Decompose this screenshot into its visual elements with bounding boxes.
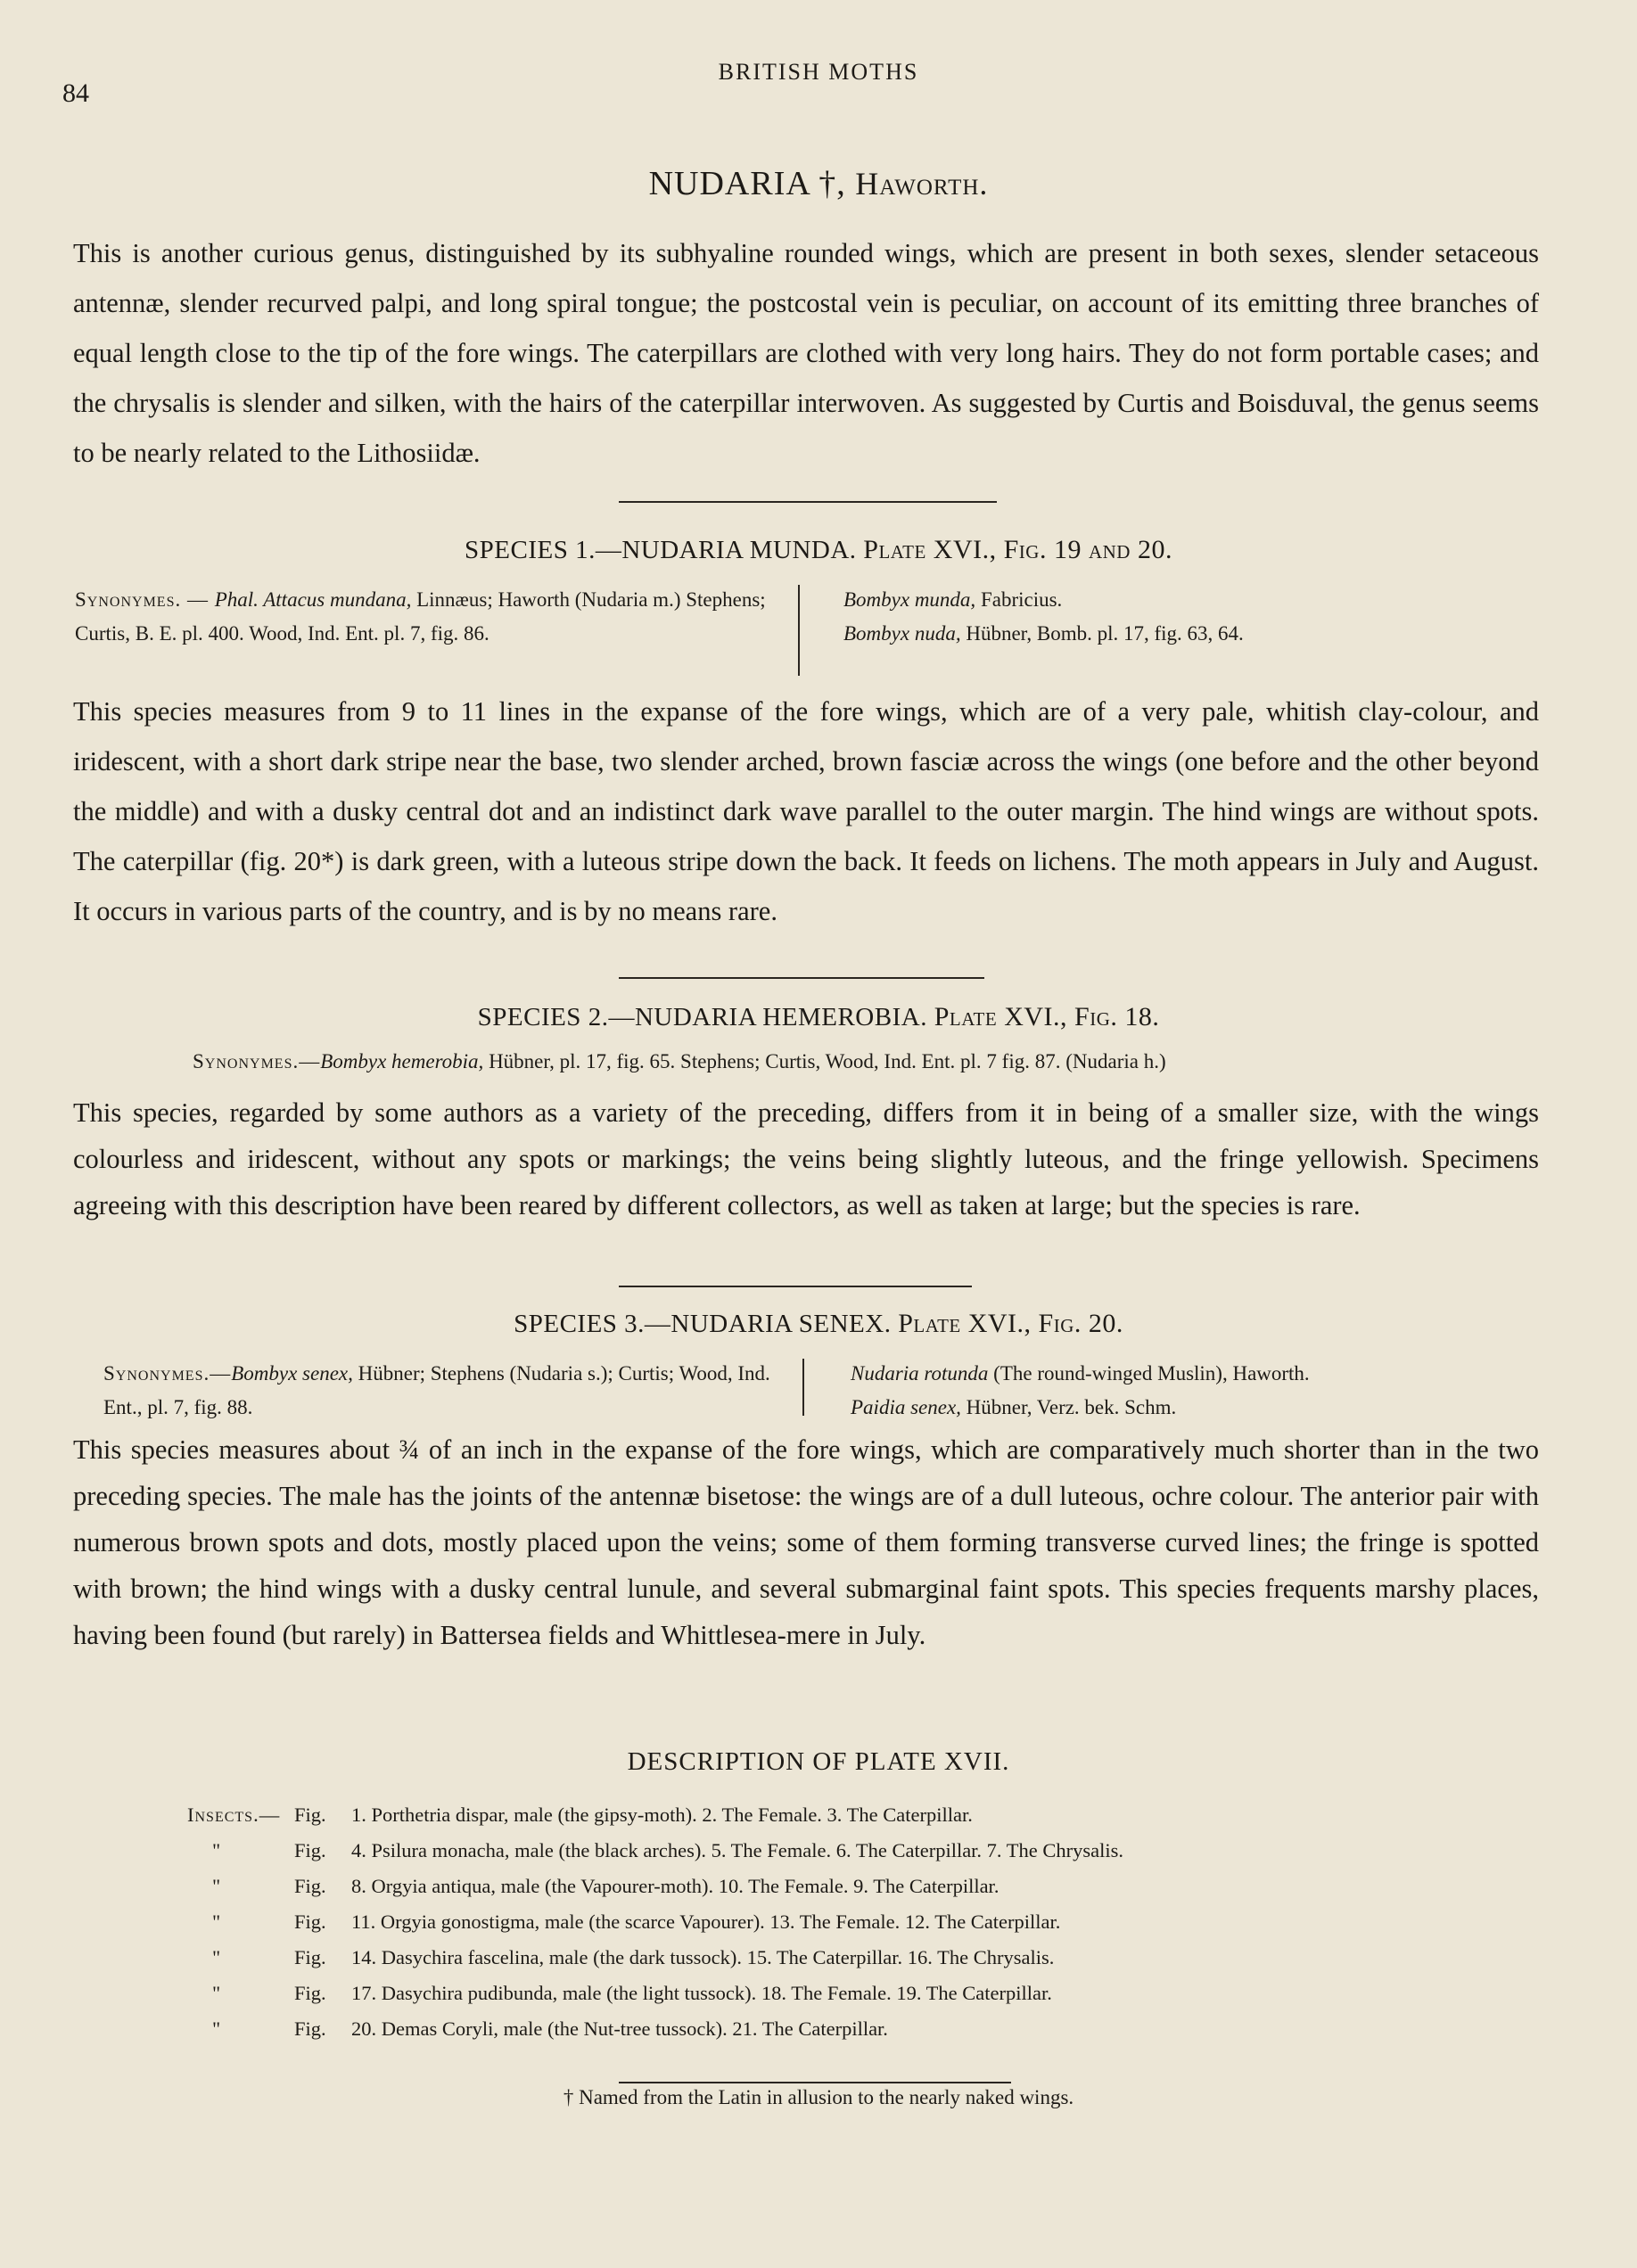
species-2-heading <box>0 1002 1637 1032</box>
synonym-phal: Phal. Attacus mundana, <box>214 588 412 611</box>
list-item: " Fig. 20. Demas Coryli, male (the Nut-tree tussock). 21. The Caterpillar. <box>212 2017 888 2040</box>
species-1-title: SPECIES 1.—NUDARIA MUNDA. <box>465 536 857 564</box>
section-rule <box>619 1286 972 1287</box>
species-2-plate: Plate XVI., Fig. 18. <box>934 1002 1160 1031</box>
plate-description-heading: DESCRIPTION OF PLATE XVII. <box>627 1747 1010 1776</box>
section-rule <box>619 977 984 979</box>
species-3-heading <box>0 1309 1637 1339</box>
species-1-heading <box>0 535 1637 565</box>
list-item: " Fig. 4. Psilura monacha, male (the black arches). 5. The Female. 6. The Caterpillar. 7. The Chrysalis. <box>212 1839 1124 1861</box>
running-head: BRITISH MOTHS <box>718 59 919 85</box>
genus-description: This is another curious genus, distinguished by its subhyaline rounded wings, which are present in both sexes, slender setaceous antennæ, slender recurved palpi, and long spiral tongue; the postcostal vein is peculiar, on account of its emitting three branches of equal length close to the tip of the fore wings. The caterpillars are clothed with very long hairs. They do not form portable cases; and the chrysalis is slender and silken, with the hairs of the caterpillar interwoven. As suggested by Curtis and Boisduval, the genus seems to be nearly related to the Lithosiidæ. <box>73 238 1539 468</box>
species-3-title: SPECIES 3.—NUDARIA SENEX. <box>514 1310 892 1338</box>
genus-name: NUDARIA †, <box>648 165 846 202</box>
footnote-rule <box>619 2082 1011 2083</box>
species-3-synonyms-right: Nudaria rotunda (The round-winged Muslin), Haworth. Paidia senex, Hübner, Verz. bek. Schm. <box>851 1362 1310 1418</box>
species-1-description: This species measures from 9 to 11 lines in the expanse of the fore wings, which are of a very pale, whitish clay-colour, and iridescent, with a short dark stripe near the base, two slender arched, brown fasciæ across the wings (one before and the other beyond the middle) and with a dusky central dot and an indistinct dark wave parallel to the outer margin. The hind wings are without spots. The caterpillar (fig. 20*) is dark green, with a luteous stripe down the back. It feeds on lichens. The moth appears in July and August. It occurs in various parts of the country, and is by no means rare. <box>73 696 1539 926</box>
footnote: † Named from the Latin in allusion to the nearly naked wings. <box>563 2086 1074 2108</box>
list-item: " Fig. 17. Dasychira pudibunda, male (the light tussock). 18. The Female. 19. The Caterpillar. <box>212 1982 1052 2004</box>
species-3-synonyms-left: Synonymes.—Bombyx senex, Hübner; Stephens (Nudaria s.); Curtis; Wood, Ind. Ent., pl. 7, fig. 88. <box>103 1362 770 1418</box>
species-2-description: This species, regarded by some authors as a variety of the preceding, differs from it in being of a smaller size, with the wings colourless and iridescent, without any spots or markings; the veins being slightly luteous, and the fringe yellowish. Specimens agreeing with this description have been reared by different collectors, as well as taken at large; but the species is rare. <box>73 1097 1539 1220</box>
species-3-description: This species measures about ¾ of an inch in the expanse of the fore wings, which are comparatively much shorter than in the two preceding species. The male has the joints of the antennæ bisetose: the wings are of a dull luteous, ochre colour. The anterior pair with numerous brown spots and dots, mostly placed upon the veins; some of them forming transverse curved lines; the fringe is spotted with brown; the hind wings with a dusky central lunule, and several submarginal faint spots. This species frequents marshy places, having been found (but rarely) in Battersea fields and Whittlesea-mere in July. <box>73 1434 1539 1650</box>
genus-author: Haworth. <box>855 166 989 201</box>
species-1-synonyms-left <box>75 583 779 651</box>
species-2-synonyms: Synonymes.—Bombyx hemerobia, Hübner, pl. 17, fig. 65. Stephens; Curtis, Wood, Ind. Ent. pl. 7 fig. 87. (Nudaria h.) <box>193 1050 1166 1072</box>
page-number: 84 <box>62 78 89 108</box>
synonym-text: Linnæus; Haworth (Nudaria m.) Stephens; Curtis, B. E. pl. 400. Wood, Ind. Ent. pl. 7, fig. 86. <box>75 588 766 645</box>
synonym-divider <box>802 1359 804 1416</box>
list-item: Insects.— Fig. 1. Porthetria dispar, male (the gipsy-moth). 2. The Female. 3. The Caterpillar. <box>187 1804 973 1826</box>
list-item: " Fig. 11. Orgyia gonostigma, male (the scarce Vapourer). 13. The Female. 12. The Caterpillar. <box>212 1911 1061 1933</box>
section-rule <box>619 501 997 503</box>
list-item: " Fig. 14. Dasychira fascelina, male (the dark tussock). 15. The Caterpillar. 16. The Chrysalis. <box>212 1946 1055 1968</box>
species-2-title: SPECIES 2.—NUDARIA HEMEROBIA. <box>477 1003 927 1031</box>
species-3-plate: Plate XVI., Fig. 20. <box>898 1309 1123 1338</box>
genus-title <box>0 164 1637 203</box>
species-1-plate: Plate XVI., Fig. 19 and 20. <box>863 535 1172 564</box>
list-item: " Fig. 8. Orgyia antiqua, male (the Vapourer-moth). 10. The Female. 9. The Caterpillar. <box>212 1875 999 1897</box>
species-1-synonyms-right: Bombyx munda, Fabricius. Bombyx nuda, Hübner, Bomb. pl. 17, fig. 63, 64. <box>843 588 1244 645</box>
synonymes-label: Synonymes. — <box>75 588 215 611</box>
plate-figure-list <box>187 1797 1480 2047</box>
synonym-divider <box>798 585 800 676</box>
